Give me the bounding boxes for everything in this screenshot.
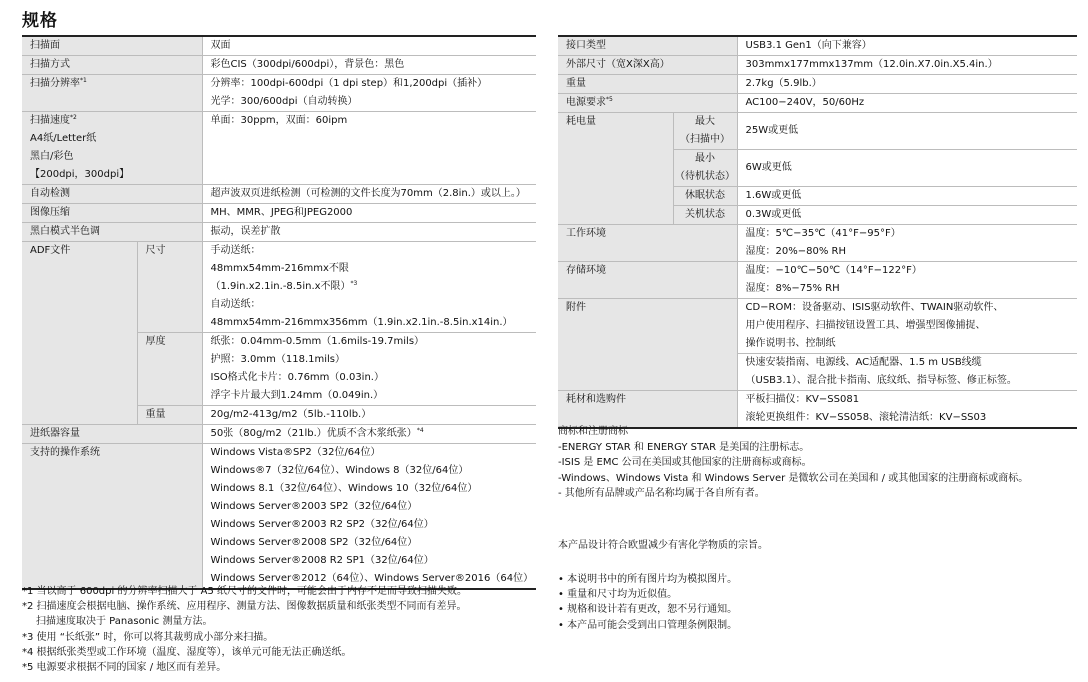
spec-line-wrap bbox=[211, 278, 537, 296]
spec-value-cell bbox=[202, 444, 536, 590]
spec-row-operating-env bbox=[558, 225, 1077, 262]
spec-sublabel: （扫描中） bbox=[680, 134, 730, 145]
spec-label-line bbox=[30, 112, 202, 130]
spec-value-cell bbox=[202, 425, 536, 444]
spec-label-cell bbox=[558, 94, 737, 113]
trademark-line: -Windows、Windows Vista 和 Windows Server 是微软公司在美国和 / 或其他国家的注册商标或商标。 bbox=[558, 472, 1029, 484]
spec-label: ADF文件 bbox=[22, 242, 137, 425]
spec-sublabel: 关机状态 bbox=[673, 206, 737, 225]
spec-sublabel: 尺寸 bbox=[137, 242, 202, 333]
trademark-line: -ISIS 是 EMC 公司在美国或其他国家的注册商标或商标。 bbox=[558, 457, 812, 468]
spec-line: 温度：5℃−35℃（41°F−95°F） bbox=[745, 228, 901, 239]
spec-line: 湿度：20%−80% RH bbox=[745, 246, 846, 257]
spec-row-storage-env bbox=[558, 262, 1077, 299]
spec-line: 自动送纸： bbox=[210, 299, 261, 310]
spec-value: 超声波双页进纸检测（可检测的文件长度为70mm（2.8in.）或以上。） bbox=[202, 185, 536, 204]
spec-label: 扫描分辨率 bbox=[30, 78, 80, 89]
spec-label: 进纸器容量 bbox=[22, 425, 202, 444]
spec-label: 扫描方式 bbox=[22, 56, 202, 75]
footnote-ref: *3 bbox=[350, 280, 358, 287]
spec-value: 振动，误差扩散 bbox=[202, 223, 536, 242]
spec-label: 扫描面 bbox=[22, 36, 202, 56]
disclaimer-item: • 本说明书中的所有图片均为模拟图片。 bbox=[558, 574, 738, 585]
disclaimer-item: • 规格和设计若有更改，恕不另行通知。 bbox=[558, 604, 738, 616]
spec-row-auto-detect bbox=[22, 185, 536, 204]
spec-table-left bbox=[22, 35, 536, 590]
footnote: *1 当以高于 600dpi 的分辨率扫描大于 A5 纸尺寸的文件时，可能会由于内存不足而导致扫描失败。 bbox=[22, 586, 468, 597]
spec-label: 耗材和选购件 bbox=[558, 391, 737, 429]
spec-value-cell bbox=[202, 242, 536, 333]
spec-sublabel: 最小 bbox=[695, 153, 715, 164]
spec-label: 自动检测 bbox=[22, 185, 202, 204]
spec-label: 电源要求 bbox=[566, 97, 606, 108]
spec-line: Windows Vista®SP2（32位/64位） bbox=[210, 447, 381, 458]
spec-line: 分辨率：100dpi-600dpi（1 dpi step）和1,200dpi（插补） bbox=[210, 78, 488, 89]
spec-value: USB3.1 Gen1（向下兼容） bbox=[737, 36, 1077, 56]
spec-line: ISO格式化卡片：0.76mm（0.03in.） bbox=[210, 372, 384, 383]
spec-value: 20g/m2-413g/m2（5lb.-110lb.） bbox=[202, 406, 536, 425]
spec-row-capacity bbox=[22, 425, 536, 444]
spec-line: 快速安装指南、电源线、AC适配器、1.5 m USB线缆 bbox=[745, 357, 982, 368]
spec-line: CD−ROM：设备驱动、ISIS驱动软件、TWAIN驱动软件、 bbox=[745, 302, 1004, 313]
spec-value: 彩色CIS（300dpi/600dpi），背景色：黑色 bbox=[202, 56, 536, 75]
trademark-line: - 其他所有品牌或产品名称均属于各自所有者。 bbox=[558, 488, 765, 499]
page-title: 规格 bbox=[22, 11, 58, 31]
footnote-ref: *2 bbox=[70, 114, 77, 121]
spec-line: （1.9in.x2.1in.-8.5in.x不限） bbox=[210, 281, 351, 292]
spec-line: 48mmx54mm-216mmx356mm（1.9in.x2.1in.-8.5in.x14in.） bbox=[210, 317, 513, 328]
spec-value-cell bbox=[737, 262, 1077, 299]
spec-value-cell bbox=[737, 225, 1077, 262]
spec-line: 48mmx54mm-216mmx不限 bbox=[210, 263, 349, 274]
spec-label: 重量 bbox=[558, 75, 737, 94]
spec-sublabel-cell bbox=[673, 150, 737, 187]
disclaimer-item: • 重量和尺寸均为近似值。 bbox=[558, 589, 678, 601]
spec-value: 1.6W或更低 bbox=[737, 187, 1077, 206]
spec-label: 扫描速度 bbox=[30, 115, 70, 126]
spec-row-accessories-a bbox=[558, 299, 1077, 354]
spec-sublabel: （待机状态） bbox=[675, 171, 735, 182]
spec-sublabel: 重量 bbox=[137, 406, 202, 425]
spec-line: 浮字卡片最大到1.24mm（0.049in.） bbox=[210, 390, 384, 401]
trademark-heading: 商标和注册商标 bbox=[558, 426, 628, 437]
spec-label-cell bbox=[22, 75, 202, 112]
spec-value-cell bbox=[737, 354, 1077, 391]
spec-label: 工作环境 bbox=[558, 225, 737, 262]
spec-value: 单面：30ppm，双面：60ipm bbox=[202, 112, 536, 185]
spec-sublabel: 最大 bbox=[695, 116, 715, 127]
spec-value: 0.3W或更低 bbox=[737, 206, 1077, 225]
spec-sublabel: 休眠状态 bbox=[673, 187, 737, 206]
spec-line: 用户使用程序、扫描按钮设置工具、增强型图像捕捉、 bbox=[745, 320, 986, 331]
rohs-statement: 本产品设计符合欧盟减少有害化学物质的宗旨。 bbox=[558, 540, 768, 551]
spec-row-consumables bbox=[558, 391, 1077, 429]
spec-table-right bbox=[558, 35, 1077, 429]
footnote-ref: *4 bbox=[416, 427, 424, 434]
spec-value: MH、MMR、JPEG和JPEG2000 bbox=[202, 204, 536, 223]
spec-value-cell bbox=[202, 75, 536, 112]
spec-row-weight bbox=[558, 75, 1077, 94]
spec-line: Windows Server®2012（64位）、Windows Server®2016（64位） bbox=[210, 573, 534, 584]
spec-row-scan-method bbox=[22, 56, 536, 75]
spec-row-halftone bbox=[22, 223, 536, 242]
spec-value: 25W或更低 bbox=[737, 113, 1077, 150]
spec-line: 滚轮更换组件：KV−SS058、滚轮清洁纸：KV−SS03 bbox=[745, 412, 987, 423]
spec-line: Windows Server®2008 SP2（32位/64位） bbox=[210, 537, 418, 548]
spec-value-cell bbox=[737, 299, 1077, 354]
spec-line: 温度：−10℃−50℃（14°F−122°F） bbox=[745, 265, 922, 276]
footnote-ref: *1 bbox=[80, 77, 87, 84]
footnote: 扫描速度取决于 Panasonic 测量方法。 bbox=[36, 616, 213, 628]
spec-line: Windows Server®2008 R2 SP1（32位/64位） bbox=[210, 555, 434, 566]
spec-label: 外部尺寸（宽X深X高） bbox=[558, 56, 737, 75]
spec-row-scan-side bbox=[22, 36, 536, 56]
footnote: *4 根据纸张类型或工作环境（温度、湿度等），该单元可能无法正确送纸。 bbox=[22, 646, 352, 658]
spec-value: 50张（80g/m2（21lb.）优质不含木浆纸张） bbox=[210, 428, 417, 439]
footnote: *3 使用 “长纸张” 时，你可以将其裁剪成小部分来扫描。 bbox=[22, 631, 274, 643]
spec-line: 护照：3.0mm（118.1mils） bbox=[210, 354, 346, 365]
spec-line: Windows 8.1（32位/64位）、Windows 10（32位/64位） bbox=[210, 483, 478, 494]
spec-value: 双面 bbox=[202, 36, 536, 56]
spec-value: 2.7kg（5.9lb.） bbox=[737, 75, 1077, 94]
spec-value-cell bbox=[202, 333, 536, 406]
spec-line: 光学：300/600dpi（自动转换） bbox=[210, 96, 358, 107]
spec-row-interface bbox=[558, 36, 1077, 56]
spec-label: 图像压缩 bbox=[22, 204, 202, 223]
spec-row-adf-size bbox=[22, 242, 536, 333]
disclaimer-list bbox=[558, 572, 737, 633]
spec-line: 操作说明书、控制纸 bbox=[745, 338, 836, 349]
spec-label-line: A4纸/Letter纸 bbox=[30, 133, 97, 144]
spec-sublabel: 厚度 bbox=[137, 333, 202, 406]
spec-line: Windows Server®2003 SP2（32位/64位） bbox=[210, 501, 418, 512]
spec-sublabel-cell bbox=[673, 113, 737, 150]
spec-label: 黑白模式半色调 bbox=[22, 223, 202, 242]
trademark-line: -ENERGY STAR 和 ENERGY STAR 是美国的注册标志。 bbox=[558, 441, 810, 453]
spec-line: Windows Server®2003 R2 SP2（32位/64位） bbox=[210, 519, 434, 530]
footnotes bbox=[22, 584, 467, 675]
spec-row-speed bbox=[22, 112, 536, 185]
spec-row-os bbox=[22, 444, 536, 590]
footnote: *5 电源要求根据不同的国家 / 地区而有差异。 bbox=[22, 662, 227, 674]
spec-row-consumption-max bbox=[558, 113, 1077, 150]
spec-value-cell bbox=[737, 391, 1077, 429]
spec-label: 存储环境 bbox=[558, 262, 737, 299]
spec-line: Windows®7（32位/64位）、Windows 8（32位/64位） bbox=[210, 465, 469, 476]
spec-value: AC100−240V，50/60Hz bbox=[737, 94, 1077, 113]
spec-label-line: 黑白/彩色 bbox=[30, 151, 74, 162]
spec-label: 附件 bbox=[558, 299, 737, 391]
spec-row-power bbox=[558, 94, 1077, 113]
footnote-ref: *5 bbox=[606, 96, 613, 103]
spec-label: 接口类型 bbox=[558, 36, 737, 56]
spec-line: （USB3.1）、混合批卡指南、底纹纸、指导标签、修正标签。 bbox=[745, 375, 1017, 386]
spec-label: 支持的操作系统 bbox=[22, 444, 202, 590]
spec-line: 平板扫描仪：KV−SS081 bbox=[745, 394, 860, 405]
disclaimer-item: • 本产品可能会受到出口管理条例限制。 bbox=[558, 619, 738, 631]
spec-row-resolution bbox=[22, 75, 536, 112]
spec-line: 纸张：0.04mm-0.5mm（1.6mils-19.7mils） bbox=[210, 336, 425, 347]
spec-line: 手动送纸： bbox=[210, 245, 261, 256]
spec-value: 303mmx177mmx137mm（12.0in.X7.0in.X5.4in.） bbox=[737, 56, 1077, 75]
spec-label: 耗电量 bbox=[558, 113, 673, 225]
spec-row-compression bbox=[22, 204, 536, 223]
spec-label-cell bbox=[22, 112, 202, 185]
footnote: *2 扫描速度会根据电脑、操作系统、应用程序、测量方法、图像数据质量和纸张类型不同而有差异。 bbox=[22, 601, 467, 613]
spec-value: 6W或更低 bbox=[737, 150, 1077, 187]
spec-row-dimensions bbox=[558, 56, 1077, 75]
spec-line: 湿度：8%−75% RH bbox=[745, 283, 840, 294]
spec-label-line: 【200dpi，300dpi】 bbox=[30, 169, 130, 180]
trademark-section bbox=[558, 424, 1028, 502]
